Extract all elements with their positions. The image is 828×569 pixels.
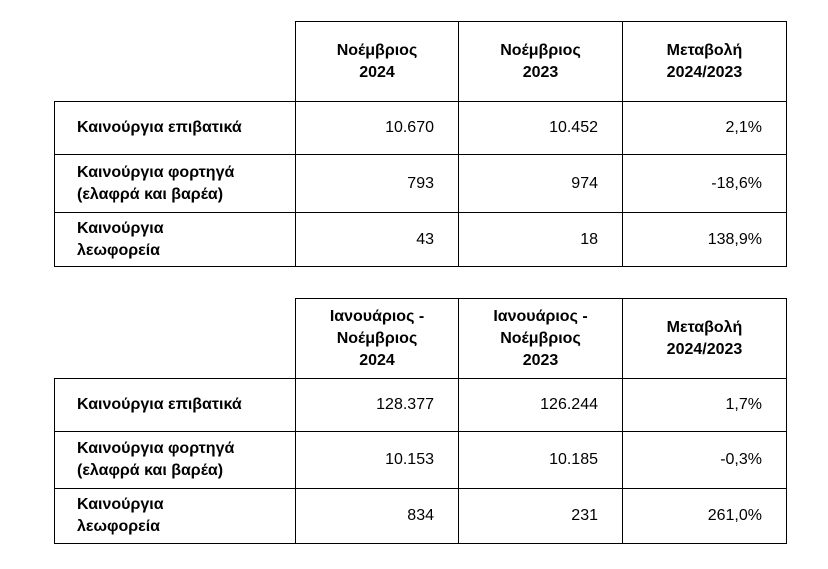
cell-value: 10.185 (459, 432, 623, 489)
table-row (55, 155, 787, 213)
cell-value: 10.153 (296, 432, 459, 489)
row-label: Καινούργια επιβατικά (55, 379, 296, 432)
cell-value: -0,3% (623, 432, 787, 489)
cell-value: 974 (459, 155, 623, 213)
header-row (55, 299, 787, 379)
cell-value: 261,0% (623, 489, 787, 544)
row-label: Καινούργια φορτηγά (ελαφρά και βαρέα) (55, 432, 296, 489)
column-header: Νοέμβριος 2023 (459, 22, 623, 102)
table-row (55, 432, 787, 489)
column-header: Μεταβολή 2024/2023 (623, 22, 787, 102)
column-header: Νοέμβριος 2024 (296, 22, 459, 102)
cell-value: 18 (459, 213, 623, 267)
cell-value: 10.452 (459, 102, 623, 155)
row-label: Καινούργια φορτηγά (ελαφρά και βαρέα) (55, 155, 296, 213)
corner-cell (55, 299, 296, 379)
cell-value: -18,6% (623, 155, 787, 213)
header-row (55, 22, 787, 102)
row-label: Καινούργια επιβατικά (55, 102, 296, 155)
column-header: Ιανουάριος - Νοέμβριος 2024 (296, 299, 459, 379)
table-row (55, 489, 787, 544)
column-header: Μεταβολή 2024/2023 (623, 299, 787, 379)
cell-value: 793 (296, 155, 459, 213)
table-row (55, 213, 787, 267)
row-label: Καινούργια λεωφορεία (55, 489, 296, 544)
november-table (54, 21, 787, 267)
column-header: Ιανουάριος - Νοέμβριος 2023 (459, 299, 623, 379)
cell-value: 43 (296, 213, 459, 267)
january-november-table (54, 298, 787, 544)
cell-value: 128.377 (296, 379, 459, 432)
table-row (55, 379, 787, 432)
table-row (55, 102, 787, 155)
corner-cell (55, 22, 296, 102)
cell-value: 231 (459, 489, 623, 544)
cell-value: 2,1% (623, 102, 787, 155)
row-label: Καινούργια λεωφορεία (55, 213, 296, 267)
cell-value: 834 (296, 489, 459, 544)
cell-value: 10.670 (296, 102, 459, 155)
cell-value: 1,7% (623, 379, 787, 432)
cell-value: 126.244 (459, 379, 623, 432)
cell-value: 138,9% (623, 213, 787, 267)
